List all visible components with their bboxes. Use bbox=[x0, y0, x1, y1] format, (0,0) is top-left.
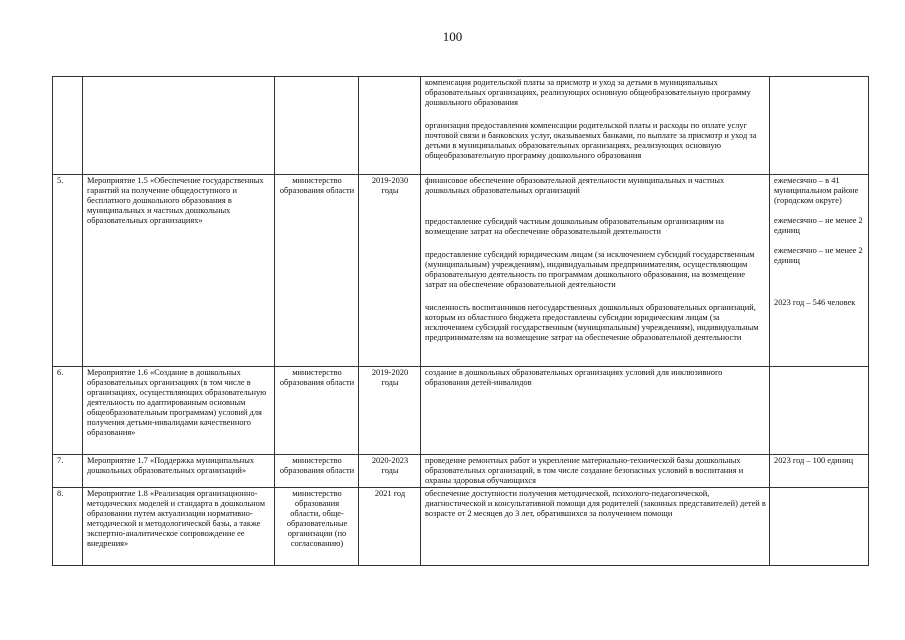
indicator-text: 2023 год – 546 человек bbox=[774, 298, 856, 307]
result-text: проведение ремонтных работ и укрепление материально-технической базы дошкольных образовательных организаций, в том числе создание безопасных условий в воспитания и охраны здоровья обучающихся bbox=[425, 456, 744, 485]
row-number: 8. bbox=[53, 488, 83, 566]
measure-title: Мероприятие 1.6 «Создание в дошкольных образовательных организациях (в том числе в организациях, осуществляющих образовательную деятельность по адаптированным основным общеобразовательным программам) условий для получения детьми-инвалидами качественного образования» bbox=[83, 367, 275, 455]
result-text: предоставление субсидий юридическим лицам (за исключением субсидий государственным (муниципальным) учреждениям), индивидуальным предпринимателям, осуществляющим образовательную деятельность по программам дошкольного образования, на возмещение затрат на обеспечение образовательной деятельности bbox=[425, 250, 755, 289]
result-text: предоставление субсидий частным дошкольным образовательным организациям на возмещение затрат на обеспечение образовательной деятельности bbox=[425, 217, 724, 236]
measure-title bbox=[83, 77, 275, 175]
indicators-cell bbox=[770, 175, 869, 367]
executor: министерство образования области, обще-образовательные организации (по согласованию) bbox=[275, 488, 359, 566]
row-number bbox=[53, 77, 83, 175]
indicators-cell bbox=[770, 488, 869, 566]
term: 2019-2030 годы bbox=[359, 175, 421, 367]
measure-title: Мероприятие 1.8 «Реализация организационно-методических моделей и стандарта в дошкольном образовании путем актуализации нормативно-методической и методологической базы, а также экспертно-аналитическое сопровождение ее внедрения» bbox=[83, 488, 275, 566]
results-cell bbox=[421, 175, 770, 367]
executor: министерство образования области bbox=[275, 455, 359, 488]
results-cell bbox=[421, 488, 770, 566]
term bbox=[359, 77, 421, 175]
row-number: 7. bbox=[53, 455, 83, 488]
table-row bbox=[53, 488, 869, 566]
executor bbox=[275, 77, 359, 175]
page-number: 100 bbox=[442, 29, 463, 44]
row-number: 5. bbox=[53, 175, 83, 367]
table-row bbox=[53, 175, 869, 367]
result-text: компенсация родительской платы за присмотр и уход за детьми в муниципальных образовательных организациях, реализующих основную общеобразовательную программу дошкольного образования bbox=[425, 78, 751, 107]
indicator-text: ежемесячно – не менее 2 единиц bbox=[774, 216, 863, 235]
indicators-cell bbox=[770, 367, 869, 455]
measures-table bbox=[52, 76, 869, 566]
result-text: организация предоставления компенсации родительской платы и расходы по оплате услуг почтовой связи и банковских услуг, оказываемых банками, по выплате за присмотр и уход за детьми в муниципальных образовательных организациях, реализующих основную общеобразовательную программу дошкольного образования bbox=[425, 121, 757, 160]
results-cell bbox=[421, 77, 770, 175]
results-cell bbox=[421, 455, 770, 488]
term: 2019-2020 годы bbox=[359, 367, 421, 455]
result-text: обеспечение доступности получения методической, психолого-педагогической, диагностической и консультативной помощи для родителей (законных представителей) детей в возрасте от 2 месяцев до 3 лет, обратившихся за получением помощи bbox=[425, 489, 766, 518]
table-row bbox=[53, 77, 869, 175]
table-row bbox=[53, 455, 869, 488]
indicators-cell bbox=[770, 77, 869, 175]
indicators-cell bbox=[770, 455, 869, 488]
result-text: финансовое обеспечение образовательной деятельности муниципальных и частных дошкольных образовательных организаций bbox=[425, 176, 725, 195]
result-text: численность воспитанников негосударственных дошкольных образовательных организаций, которым из областного бюджета предоставлены субсидии юридическим лицам (за исключением субсидий государственным (муниципальным) учреждениям), индивидуальным предпринимателям на возмещение затрат на обеспечение образовательной деятельности bbox=[425, 303, 759, 342]
measure-title: Мероприятие 1.7 «Поддержка муниципальных дошкольных образовательных организаций» bbox=[83, 455, 275, 488]
executor: министерство образования области bbox=[275, 367, 359, 455]
term: 2020-2023 годы bbox=[359, 455, 421, 488]
term: 2021 год bbox=[359, 488, 421, 566]
measure-title: Мероприятие 1.5 «Обеспечение государственных гарантий на получение общедоступного и бесплатного дошкольного образования в муниципальных и частных дошкольных образовательных организациях» bbox=[83, 175, 275, 367]
indicator-text: ежемесячно – в 41 муниципальном районе (городском округе) bbox=[774, 176, 859, 205]
indicator-text: 2023 год – 100 единиц bbox=[774, 456, 854, 465]
result-text: создание в дошкольных образовательных организациях условий для инклюзивного образования детей-инвалидов bbox=[425, 368, 723, 387]
executor: министерство образования области bbox=[275, 175, 359, 367]
results-cell bbox=[421, 367, 770, 455]
indicator-text: ежемесячно – не менее 2 единиц bbox=[774, 246, 863, 265]
table-row bbox=[53, 367, 869, 455]
row-number: 6. bbox=[53, 367, 83, 455]
